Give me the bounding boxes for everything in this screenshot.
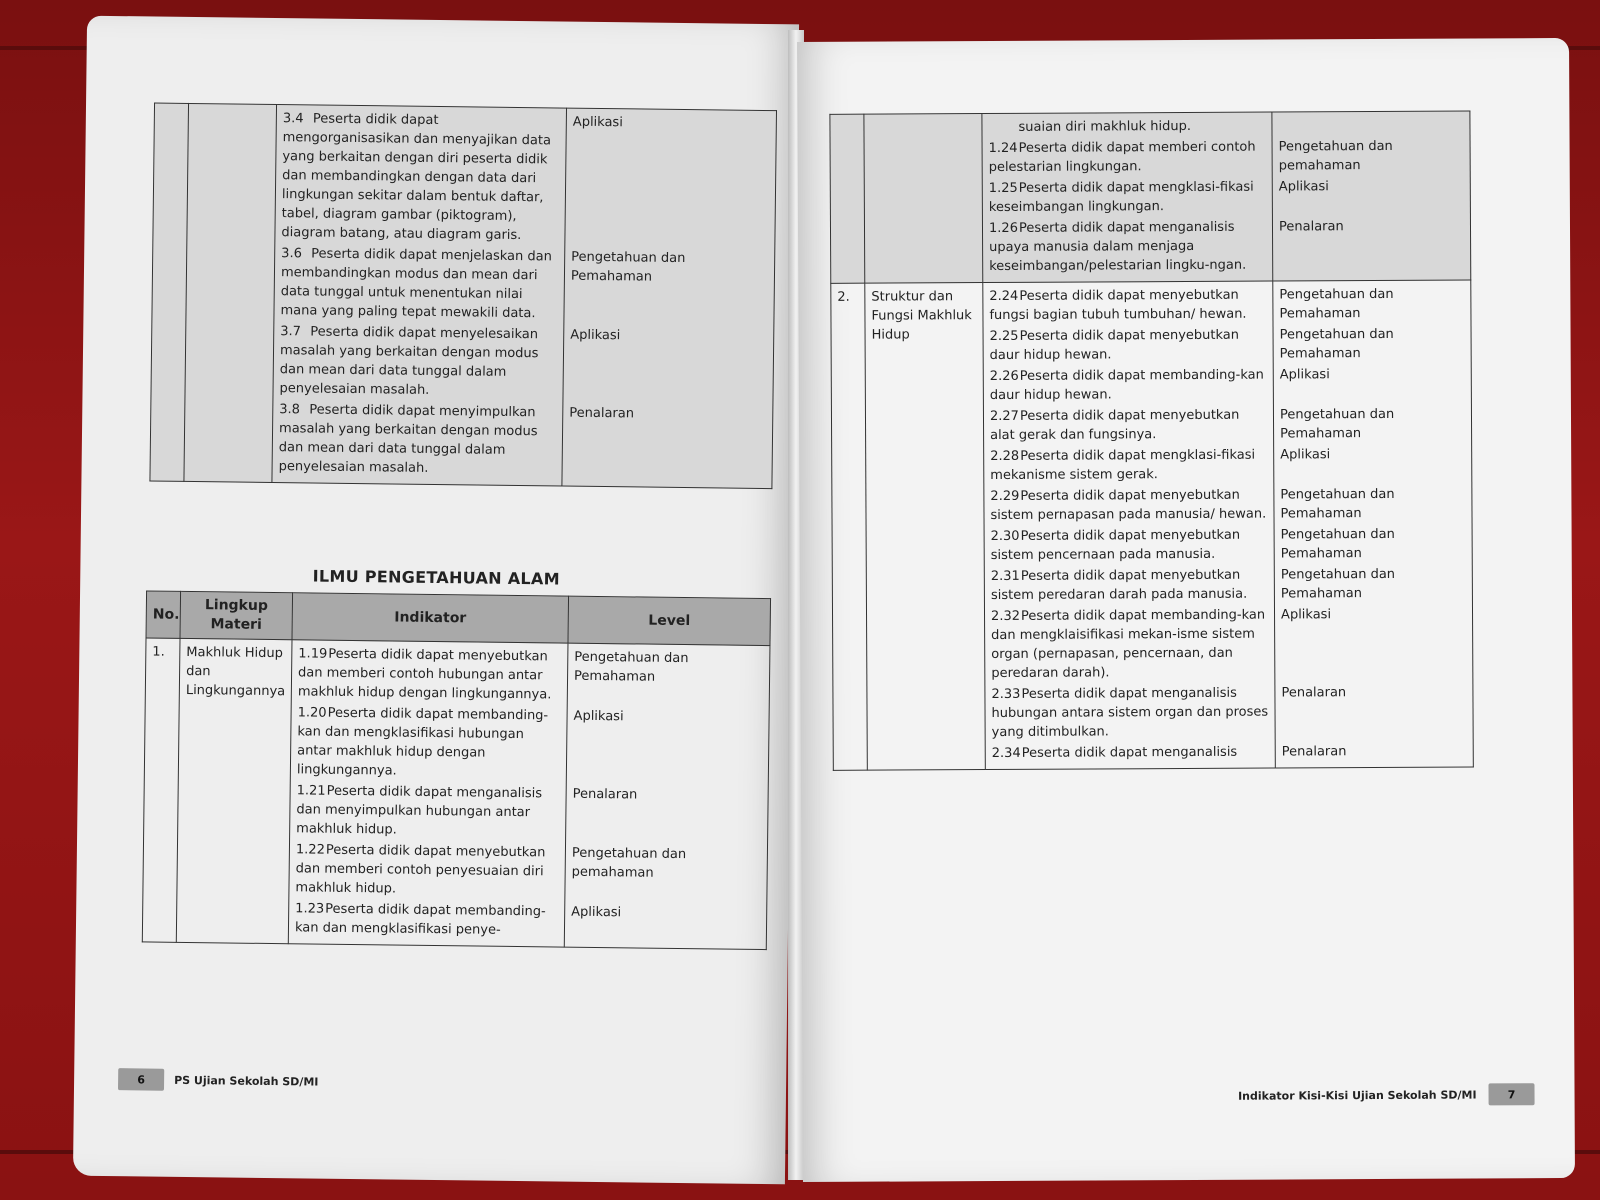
footer-text: PS Ujian Sekolah SD/MI (174, 1073, 319, 1089)
indicator-item (990, 366, 1267, 405)
level-cell (1273, 280, 1474, 768)
indicator-item (989, 218, 1266, 276)
row-number: 2. (831, 283, 868, 770)
indicator-text: Peserta didik dapat menyebutkan dan memberi contoh penyesuaian diri makhluk hidup. (295, 842, 546, 897)
row-number (150, 103, 189, 481)
level-item: Aplikasi (1280, 607, 1332, 623)
indicator-number: 1.24 (988, 140, 1018, 157)
indicator-text: Peserta didik dapat menganalisis hubungan antara sistem organ dan proses yang ditimbulkan. (991, 685, 1269, 741)
ipa-indicator-table (142, 590, 771, 950)
indicator-cell (288, 640, 568, 947)
indicator-item (279, 400, 557, 479)
level-item: Aplikasi (1278, 179, 1329, 195)
page-number-badge: 7 (1488, 1083, 1534, 1105)
indicator-number: 2.29 (990, 488, 1020, 505)
row-number: 1. (142, 638, 180, 942)
indicator-item (991, 684, 1268, 742)
header-indikator: Indikator (292, 593, 569, 643)
level-item: Penalaran (1281, 685, 1347, 701)
row-lingkup (864, 114, 983, 284)
indicator-number: 1.23 (295, 901, 325, 917)
indicator-text: Peserta didik dapat mengorganisasikan dan menyajikan data yang berkaitan dengan diri peserta didik dan membandingkan dengan data dari lingkungan sekitar dalam bentuk daftar, tabel, diagram gambar (piktogram), diagram batang, atau diagram garis. (281, 111, 552, 244)
level-item: Aplikasi (573, 708, 624, 725)
indicator-item (992, 743, 1269, 763)
indicator-cell (983, 281, 1276, 770)
indicator-item (988, 117, 1265, 137)
indicator-number: 2.31 (990, 568, 1020, 585)
indicator-text: Peserta didik dapat menyebutkan sistem pernapasan pada manusia/ hewan. (990, 487, 1267, 524)
level-cell (562, 108, 777, 489)
indicator-text: Peserta didik dapat memberi contoh pelestarian lingkungan. (988, 139, 1256, 176)
indicator-number: 2.33 (991, 686, 1021, 703)
level-item: Penalaran (572, 786, 638, 803)
indicator-item (990, 446, 1267, 485)
level-item: Pengetahuan dan Pemahaman (1280, 566, 1396, 602)
indicator-text: Peserta didik dapat membanding-kan dan mengklaisifikasi mekan-isme sistem organ (pernapasan, pencernaan, dan peredaran darah). (991, 607, 1266, 682)
indicator-cell (982, 112, 1273, 283)
row-lingkup (184, 103, 277, 482)
indicator-number: 2.32 (990, 608, 1021, 625)
table-row (142, 638, 770, 950)
indicator-item (991, 526, 1268, 565)
indicator-text: suaian diri makhluk hidup. (1018, 118, 1192, 135)
level-item: Pengetahuan dan Pemahaman (1280, 486, 1395, 522)
indicator-item (990, 326, 1267, 365)
indicator-text: Peserta didik dapat menyebutkan sistem pencernaan pada manusia. (990, 527, 1241, 564)
math-indicator-table (149, 103, 777, 490)
level-item: Pengetahuan dan Pemahaman (1279, 326, 1394, 362)
indicator-number: 2.34 (991, 745, 1021, 762)
indicator-item (989, 178, 1266, 217)
level-item: Pengetahuan dan Pemahaman (1280, 526, 1395, 562)
row-number (830, 114, 865, 283)
row-lingkup: Struktur dan Fungsi Makhluk Hidup (865, 283, 986, 771)
indicator-text: Peserta didik dapat membanding-kan dan mengklasifikasi hubungan antar makhluk hidup dengan lingkungannya. (296, 705, 549, 779)
indicator-cell (272, 105, 567, 487)
section-title: ILMU PENGETAHUAN ALAM (312, 566, 560, 589)
indicator-number: 1.22 (295, 842, 325, 858)
level-item: Pengetahuan dan Pemahaman (1279, 286, 1394, 322)
indicator-number: 3.7 (280, 324, 302, 340)
indicator-number: 3.4 (282, 111, 304, 127)
footer-text: Indikator Kisi-Kisi Ujian Sekolah SD/MI (1238, 1087, 1477, 1103)
indicator-number: 2.25 (989, 328, 1019, 345)
indicator-text: Peserta didik dapat menyebutkan fungsi bagian tubuh tumbuhan/ hewan. (989, 287, 1247, 324)
indicator-number: 1.25 (988, 180, 1018, 197)
right-footer (1238, 1083, 1535, 1107)
left-footer (118, 1068, 319, 1092)
table-row (831, 280, 1474, 770)
indicator-text: Peserta didik dapat menganalisis dan menyimpulkan hubungan antar makhluk hidup. (296, 783, 543, 838)
level-item: Pengetahuan dan Pemahaman (1279, 406, 1395, 442)
indicator-text: Peserta didik dapat menganalisis upaya manusia dalam menjaga keseimbangan/pelestarian lingku-ngan. (989, 219, 1247, 275)
left-page (73, 16, 799, 1185)
indicator-number: 2.27 (989, 408, 1019, 425)
indicator-item (295, 840, 559, 900)
indicator-text: Peserta didik dapat menjelaskan dan membandingkan modus dan mean dari data tunggal untuk menentukan nilai mana yang paling tepat mewakili data. (280, 246, 552, 322)
indicator-number: 2.30 (990, 528, 1020, 545)
indicator-text: Peserta didik dapat menyebutkan sistem peredaran darah pada manusia. (990, 567, 1248, 604)
level-item: Penalaran (1278, 219, 1344, 235)
page-number-badge: 6 (118, 1068, 164, 1091)
indicator-text: Peserta didik dapat menyebutkan daur hidup hewan. (989, 327, 1240, 364)
indicator-item (990, 486, 1267, 525)
indicator-item (297, 703, 561, 782)
level-item: Aplikasi (1280, 447, 1331, 463)
level-item: Penalaran (1281, 744, 1347, 760)
indicator-item (281, 109, 560, 245)
indicator-item (991, 566, 1268, 605)
level-cell (564, 643, 770, 949)
level-cell (1272, 111, 1471, 281)
table-header-row (146, 591, 771, 646)
table-row (150, 103, 777, 489)
indicator-item (990, 406, 1267, 445)
indicator-item (279, 322, 557, 401)
level-item: Aplikasi (1279, 367, 1330, 383)
indicator-item (280, 244, 558, 323)
right-page (797, 38, 1575, 1182)
indicator-number: 1.21 (296, 783, 326, 799)
level-item: Penalaran (569, 405, 635, 422)
indicator-item (295, 899, 558, 940)
indicator-number: 1.20 (297, 705, 327, 721)
indicator-item (989, 286, 1266, 325)
indicator-text: Peserta didik dapat menyebutkan dan memberi contoh hubungan antar makhluk hidup dengan lingkungannya. (297, 646, 552, 703)
level-item: Aplikasi (572, 114, 623, 131)
indicator-number: 3.6 (281, 246, 302, 262)
indicator-item (989, 138, 1266, 177)
indicator-number: 2.26 (989, 368, 1019, 385)
header-no: No. (146, 591, 181, 638)
level-item: Pengetahuan dan Pemahaman (573, 649, 689, 685)
indicator-number: 1.19 (298, 646, 328, 662)
indicator-text: Peserta didik dapat menyebutkan alat gerak dan fungsinya. (990, 407, 1240, 444)
indicator-text: Peserta didik dapat mengklasi-fikasi keseimbangan lingkungan. (988, 179, 1254, 216)
row-lingkup: Makhluk Hidup dan Lingkungannya (176, 638, 292, 943)
indicator-item (298, 644, 562, 704)
level-item: Aplikasi (571, 904, 622, 921)
indicator-text: Peserta didik dapat mengklasi-fikasi mekanisme sistem gerak. (990, 447, 1256, 484)
level-item: Pengetahuan dan Pemahaman (570, 249, 686, 285)
indicator-number: 2.28 (990, 448, 1020, 465)
indicator-text: Peserta didik dapat menganalisis (1021, 744, 1238, 761)
indicator-text: Peserta didik dapat membanding-kan daur hidup hewan. (989, 367, 1264, 404)
indicator-number: 1.26 (988, 220, 1018, 237)
indicator-text: Peserta didik dapat menyelesaikan masalah yang berkaitan dengan modus dan mean dari data tunggal dalam penyelesaian masalah. (279, 324, 539, 398)
level-item: Aplikasi (570, 327, 621, 344)
level-item (1278, 116, 1463, 136)
indicator-text: Peserta didik dapat membanding-kan dan mengklasifikasi penye- (294, 901, 546, 938)
level-item: Pengetahuan dan pemahaman (1278, 138, 1393, 174)
indicator-number: 3.8 (279, 402, 301, 418)
indicator-item (296, 781, 560, 841)
ipa-indicator-table-continued (829, 111, 1473, 771)
level-item: Pengetahuan dan pemahaman (571, 845, 687, 881)
indicator-item (991, 606, 1268, 683)
header-lingkup: Lingkup Materi (180, 591, 293, 639)
indicator-number: 2.24 (989, 288, 1019, 305)
table-row (830, 111, 1471, 283)
indicator-text: Peserta didik dapat menyimpulkan masalah yang berkaitan dengan modus dan mean dari data tunggal dalam penyelesaian masalah. (278, 402, 538, 476)
header-level: Level (568, 596, 771, 645)
